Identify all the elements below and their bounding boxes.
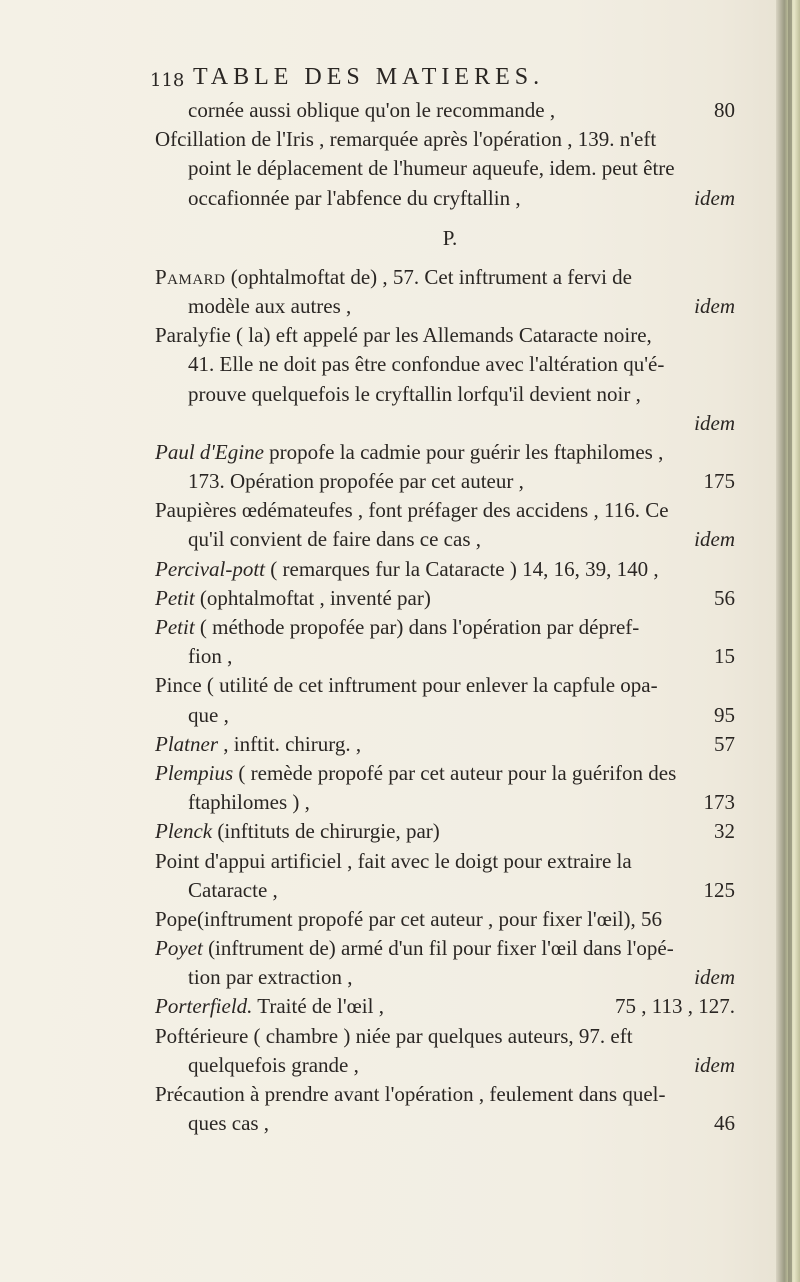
index-entry-text: prouve quelquefois le cryftallin lorfqu'il devient noir , xyxy=(188,381,641,406)
index-entry-name: Poyet xyxy=(155,936,203,961)
index-line xyxy=(155,263,745,292)
index-entry-text: Traité de l'œil , xyxy=(252,994,384,1019)
index-entry-text: Paralyfie ( la) eft appelé par les Allemands Cataracte noire, xyxy=(155,323,652,348)
index-line xyxy=(155,759,745,788)
index-entry-text: 173. Opération propofée par cet auteur , xyxy=(188,469,524,494)
index-line xyxy=(155,467,745,496)
page-reference: 57 xyxy=(714,731,735,756)
index-line xyxy=(155,438,745,467)
index-entry-text: modèle aux autres , xyxy=(188,293,352,318)
index-line xyxy=(155,409,745,438)
index-line xyxy=(155,1080,745,1109)
index-entry-name: Petit xyxy=(155,615,195,639)
index-entry-text: ( méthode propofée par) dans l'opération par dépref- xyxy=(194,615,640,639)
index-entry-text: ftaphilomes ) , xyxy=(188,790,310,815)
index-line xyxy=(155,1022,745,1051)
index-entry-text: (ophtalmoftat , inventé par) xyxy=(194,585,431,610)
index-line xyxy=(155,321,745,350)
index-line xyxy=(155,1051,745,1080)
index-entry-name: Porterfield. xyxy=(155,994,253,1019)
index-entry-text: fion , xyxy=(188,644,233,669)
index-entry-text: cornée aussi oblique qu'on le recommande , xyxy=(188,98,556,122)
page-reference: 32 xyxy=(714,819,735,844)
index-line xyxy=(155,788,745,817)
page-reference: 46 xyxy=(714,1111,735,1136)
index-line xyxy=(155,184,745,213)
index-entry-text: qu'il convient de faire dans ce cas , xyxy=(188,527,481,552)
index-entry-text: (inftrument de) armé d'un fil pour fixer l'œil dans l'opé- xyxy=(202,936,674,961)
index-entries xyxy=(155,96,745,1138)
index-entry-text: Paupières œdémateufes , font préfager des accidens , 116. Ce xyxy=(155,498,669,523)
index-line xyxy=(155,730,745,759)
section-letter xyxy=(155,213,745,263)
index-line xyxy=(155,584,745,613)
index-entry-text: ( remède propofé par cet auteur pour la guérifon des xyxy=(233,760,677,785)
index-entry-text: Pince ( utilité de cet inftrument pour enlever la capfule opa- xyxy=(155,673,658,698)
index-line xyxy=(155,876,745,905)
index-line xyxy=(155,992,745,1021)
index-entry-text: Pope(inftrument propofé par cet auteur , pour fixer l'œil), 56 xyxy=(155,906,663,931)
index-line xyxy=(155,555,745,584)
running-title: TABLE DES MATIERES. xyxy=(193,64,545,90)
index-line xyxy=(155,847,745,876)
index-line xyxy=(155,1109,745,1138)
page-reference: 56 xyxy=(714,585,735,610)
index-entry-name: Percival-pott xyxy=(155,556,266,581)
page-reference: idem xyxy=(694,1052,735,1077)
index-line xyxy=(155,125,745,154)
index-line xyxy=(155,642,745,671)
index-line xyxy=(155,934,745,963)
index-line xyxy=(155,671,745,700)
index-entry-name: Plenck xyxy=(155,819,213,844)
page-header xyxy=(150,64,740,94)
index-entry-text: ques cas , xyxy=(188,1111,270,1136)
index-line xyxy=(155,380,745,409)
page-reference: idem xyxy=(694,410,735,435)
index-entry-text: (inftituts de chirurgie, par) xyxy=(212,819,440,844)
index-entry-text: Point d'appui artificiel , fait avec le doigt pour extraire la xyxy=(155,848,632,873)
index-entry-text: 41. Elle ne doit pas être confondue avec l'altération qu'é- xyxy=(188,352,665,377)
page-reference: 175 xyxy=(703,469,735,494)
page-reference: idem xyxy=(694,965,735,990)
index-line xyxy=(155,905,745,934)
page-reference: 125 xyxy=(703,877,735,902)
index-line xyxy=(155,817,745,846)
index-entry-name: Pamard xyxy=(155,264,226,289)
section-letter-text: P. xyxy=(442,225,458,250)
page-reference: 80 xyxy=(714,98,735,122)
index-entry-text: point le déplacement de l'humeur aqueufe, idem. peut être xyxy=(188,156,675,181)
index-entry-text: occafionnée par l'abfence du cryftallin , xyxy=(188,185,521,210)
index-entry-name: Petit xyxy=(155,585,195,610)
page-reference: idem xyxy=(694,185,735,210)
index-entry-name: Platner xyxy=(155,731,218,756)
page-reference: 75 , 113 , 127. xyxy=(615,994,735,1019)
index-entry-text: Précaution à prendre avant l'opération , feulement dans quel- xyxy=(155,1082,666,1106)
index-line xyxy=(155,154,745,183)
index-entry-text: , inftit. chirurg. , xyxy=(218,731,362,756)
index-line xyxy=(155,96,745,125)
index-entry-text: Poftérieure ( chambre ) niée par quelques auteurs, 97. eft xyxy=(155,1023,633,1048)
page-reference: 95 xyxy=(714,702,735,727)
page-reference: idem xyxy=(694,527,735,552)
index-line xyxy=(155,613,745,642)
index-entry-text: tion par extraction , xyxy=(188,965,353,990)
index-line xyxy=(155,963,745,992)
index-entry-name: Paul d'Egine xyxy=(155,439,264,464)
page-reference: 15 xyxy=(714,644,735,669)
page-reference: 173 xyxy=(703,790,735,815)
index-entry-text: propofe la cadmie pour guérir les ftaphilomes , xyxy=(263,439,664,464)
index-entry-text: que , xyxy=(188,702,229,727)
index-entry-text: quelquefois grande , xyxy=(188,1052,359,1077)
page-reference: idem xyxy=(694,293,735,318)
page-number: 118 xyxy=(150,70,185,91)
index-entry-text: (ophtalmoftat de) , 57. Cet inftrument a fervi de xyxy=(225,264,632,289)
index-line xyxy=(155,496,745,525)
index-entry-name: Plempius xyxy=(155,760,234,785)
index-entry-text: Cataracte , xyxy=(188,877,278,902)
page-binding-line xyxy=(788,0,792,1282)
index-line xyxy=(155,292,745,321)
index-line xyxy=(155,701,745,730)
index-entry-text: ( remarques fur la Cataracte ) 14, 16, 39, 140 , xyxy=(265,556,659,581)
index-entry-text: Ofcillation de l'Iris , remarquée après l'opération , 139. n'eft xyxy=(155,127,657,152)
index-line xyxy=(155,350,745,379)
index-line xyxy=(155,525,745,554)
